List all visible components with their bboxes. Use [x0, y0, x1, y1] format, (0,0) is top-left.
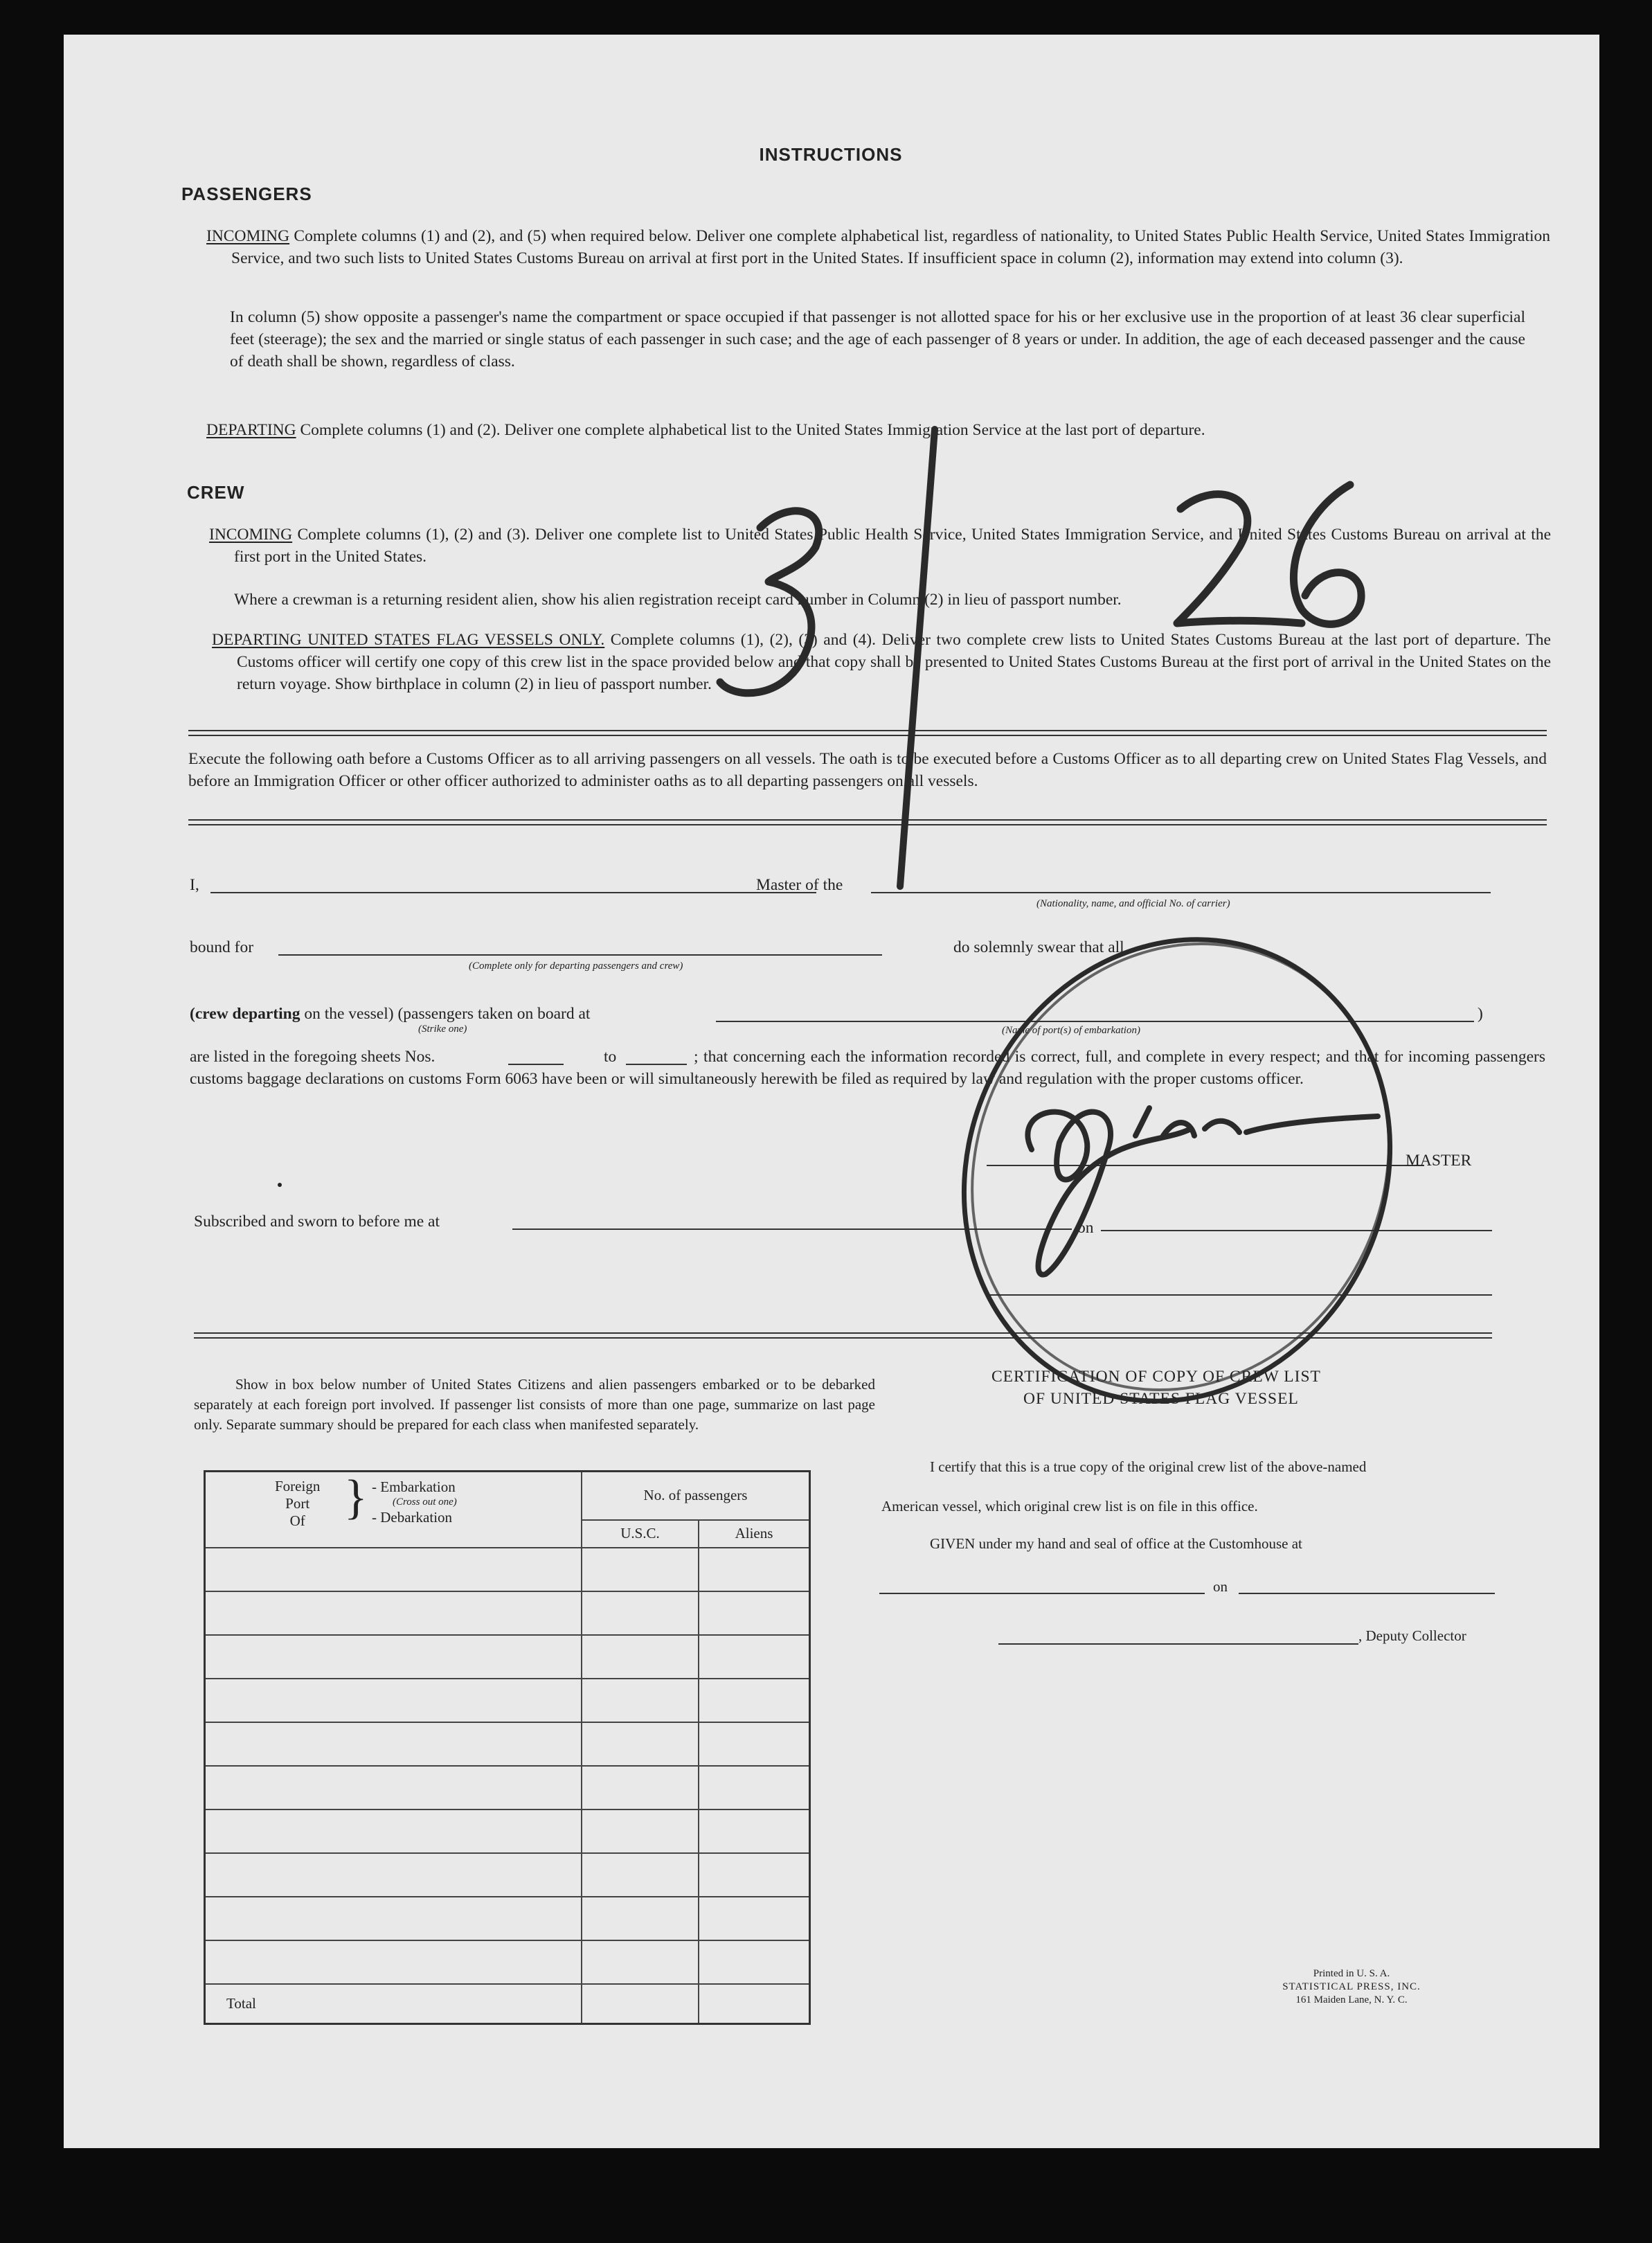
aliens-cell[interactable]	[699, 1722, 810, 1766]
usc-cell[interactable]	[582, 1635, 699, 1679]
table-row	[205, 1853, 810, 1897]
aliens-cell[interactable]	[699, 1809, 810, 1853]
summary-note: Show in box below number of United States Citizens and alien passengers embarked or to be debarked separately at each foreign port involved. If passenger list consists of more than one page, summarize on last page only. Separate summary should be prepared for each class when manifested separately.	[194, 1376, 875, 1433]
swear-text: do solemnly swear that all	[953, 938, 1124, 956]
subscribed-on-label: on	[1077, 1219, 1094, 1237]
passenger-summary-table	[204, 1470, 811, 2025]
passengers-heading: PASSENGERS	[181, 184, 312, 204]
port-cell[interactable]	[205, 1853, 582, 1897]
passenger-rows	[205, 1548, 810, 1984]
complete-only-hint: (Complete only for departing passengers and crew)	[469, 960, 683, 972]
crew-flag-label: DEPARTING UNITED STATES FLAG VESSELS ONLY.	[212, 631, 605, 649]
divider-bottom	[194, 1332, 1492, 1334]
aliens-cell[interactable]	[699, 1548, 810, 1591]
embarkation-port-field[interactable]	[716, 1021, 1474, 1022]
port-cell[interactable]	[205, 1809, 582, 1853]
aliens-cell[interactable]	[699, 1635, 810, 1679]
aliens-cell[interactable]	[699, 1940, 810, 1984]
certification-date-field[interactable]	[1239, 1593, 1495, 1594]
table-row	[205, 1809, 810, 1853]
given-text: GIVEN under my hand and seal of office at the Customhouse at	[930, 1535, 1302, 1552]
passengers-incoming-label: INCOMING	[206, 227, 290, 245]
bound-for-label: bound for	[190, 938, 254, 956]
port-cell[interactable]	[205, 1722, 582, 1766]
table-row	[205, 1940, 810, 1984]
aliens-cell[interactable]	[699, 1766, 810, 1809]
aliens-cell[interactable]	[699, 1853, 810, 1897]
oath-instructions: Execute the following oath before a Customs Officer as to all arriving passengers on all vessels. The oath is to be executed before a Customs Officer as to all departing crew on United States Flag Vessels, and before an Immigration Officer or other officer authorized to administer oaths as to all departing passengers on all vessels.	[188, 750, 1547, 790]
port-cell[interactable]	[205, 1897, 582, 1940]
printer-line-2: STATISTICAL PRESS, INC.	[1282, 1981, 1421, 1992]
port-hint: (Name of port(s) of embarkation)	[1002, 1025, 1140, 1036]
total-aliens-cell[interactable]	[699, 1984, 810, 2024]
brace-icon: }	[344, 1471, 368, 1524]
crew-incoming-text: Complete columns (1), (2) and (3). Deliver one complete list to United States Public Health Service, United States Immigration Service, and United States Customs Bureau on arrival at the first port in the United States.	[234, 526, 1551, 566]
port-cell[interactable]	[205, 1679, 582, 1722]
total-label: Total	[205, 1984, 582, 2024]
oath-i-label: I,	[190, 876, 199, 894]
usc-cell[interactable]	[582, 1940, 699, 1984]
on-the-vessel-text: on the vessel)	[304, 1005, 394, 1023]
usc-cell[interactable]	[582, 1679, 699, 1722]
strike-one-hint: (Strike one)	[418, 1024, 467, 1035]
table-row	[205, 1635, 810, 1679]
divider-bottom-2	[194, 1337, 1492, 1339]
port-cell[interactable]	[205, 1766, 582, 1809]
certification-title-2: OF UNITED STATES FLAG VESSEL	[1023, 1390, 1299, 1408]
crew-heading: CREW	[187, 482, 245, 503]
aliens-cell[interactable]	[699, 1679, 810, 1722]
aliens-header: Aliens	[699, 1520, 810, 1548]
crew-departing-line	[190, 1003, 590, 1025]
table-row	[205, 1679, 810, 1722]
aliens-cell[interactable]	[699, 1591, 810, 1635]
carrier-field[interactable]	[871, 892, 1491, 893]
certification-on-label: on	[1213, 1578, 1228, 1595]
usc-cell[interactable]	[582, 1591, 699, 1635]
crew-incoming-label: INCOMING	[209, 526, 293, 544]
crew-resident-paragraph: Where a crewman is a returning resident alien, show his alien registration receipt card number in Column (2) in lieu of passport number.	[234, 591, 1122, 609]
passengers-incoming-text: Complete columns (1) and (2), and (5) when required below. Deliver one complete alphabetical list, regardless of nationality, to United States Public Health Service, United States Immigration Service, and two such lists to United States Customs Bureau on arrival at first port in the United States. If insufficient space in column (2), information may extend into column (3).	[231, 227, 1551, 267]
aliens-cell[interactable]	[699, 1897, 810, 1940]
american-vessel-text: American vessel, which original crew list is on file in this office.	[881, 1498, 1258, 1514]
passengers-departing-paragraph	[206, 419, 1550, 441]
deputy-collector-field[interactable]	[998, 1643, 1358, 1645]
subscribed-date-field[interactable]	[1101, 1230, 1492, 1231]
usc-cell[interactable]	[582, 1809, 699, 1853]
divider-top	[188, 730, 1547, 731]
printer-line-1: Printed in U. S. A.	[1313, 1968, 1390, 1979]
port-cell[interactable]	[205, 1591, 582, 1635]
passengers-departing-text: Complete columns (1) and (2). Deliver one complete alphabetical list to the United States Immigration Service at the last port of departure.	[300, 421, 1205, 439]
master-of-the-label: Master of the	[756, 876, 843, 894]
crew-flag-paragraph	[212, 629, 1551, 695]
table-row	[205, 1897, 810, 1940]
foreign-port-of-label: Foreign Port Of	[275, 1478, 321, 1529]
instructions-title: INSTRUCTIONS	[759, 144, 903, 165]
close-paren: )	[1478, 1005, 1483, 1023]
embarkation-label: - Embarkation (Cross out one) - Debarkation	[372, 1478, 457, 1526]
officer-signature-field[interactable]	[987, 1294, 1492, 1296]
no-of-passengers-header: No. of passengers	[582, 1472, 810, 1520]
crew-departing-text: (crew departing	[190, 1005, 300, 1023]
subscribed-place-field[interactable]	[512, 1228, 1072, 1230]
deputy-collector-label: , Deputy Collector	[1358, 1627, 1466, 1644]
subscribed-label: Subscribed and sworn to before me at	[194, 1213, 440, 1231]
usc-cell[interactable]	[582, 1766, 699, 1809]
table-row	[205, 1591, 810, 1635]
nationality-hint: (Nationality, name, and official No. of carrier)	[1036, 898, 1230, 909]
total-row	[205, 1984, 810, 2024]
table-row	[205, 1548, 810, 1591]
printer-line-3: 161 Maiden Lane, N. Y. C.	[1295, 1994, 1408, 2005]
usc-cell[interactable]	[582, 1897, 699, 1940]
usc-header: U.S.C.	[582, 1520, 699, 1548]
dot-mark	[278, 1183, 282, 1187]
certify-text: I certify that this is a true copy of the original crew list of the above-named	[930, 1458, 1367, 1475]
divider-top-2	[188, 735, 1547, 736]
port-header-cell	[205, 1472, 582, 1548]
usc-cell[interactable]	[582, 1548, 699, 1591]
passengers-incoming-paragraph	[206, 225, 1550, 269]
table-row	[205, 1722, 810, 1766]
divider-oath	[188, 819, 1547, 821]
total-usc-cell[interactable]	[582, 1984, 699, 2024]
to-label: to	[604, 1048, 617, 1066]
printer-imprint	[1268, 1967, 1435, 2007]
bound-for-field[interactable]	[278, 954, 882, 956]
port-cell[interactable]	[205, 1635, 582, 1679]
statement-text: ; that concerning each the information recorded is correct, full, and complete in every respect; and that for incoming passengers customs baggage declarations on customs Form 6063 have been or will simultaneously herewith be filed as required by law and regulation with the proper customs officer.	[190, 1048, 1545, 1088]
passengers-column5-paragraph: In column (5) show opposite a passenger's name the compartment or space occupied if that passenger is not allotted space for his or her exclusive use in the proportion of at least 36 clear superficial feet (steerage); the sex and the married or single status of each passenger in such case; and the age of each passenger of 8 years or under. In addition, the age of each deceased passenger and the cause of death shall be shown, regardless of class.	[230, 308, 1525, 370]
master-name-field[interactable]	[210, 892, 816, 893]
usc-cell[interactable]	[582, 1722, 699, 1766]
usc-cell[interactable]	[582, 1853, 699, 1897]
port-cell[interactable]	[205, 1548, 582, 1591]
crew-flag-text: Complete columns (1), (2), (3) and (4). Deliver two complete crew lists to United States Customs Bureau at the last port of departure. The Customs officer will certify one copy of this crew list in the space provided below and that copy shall be presented to United States Customs Bureau at the first port of arrival in the United States on the return voyage. Show birthplace in column (2) in lieu of passport number.	[237, 631, 1551, 693]
passengers-taken-text: (passengers taken on board at	[397, 1005, 591, 1023]
crew-incoming-paragraph	[209, 524, 1551, 568]
port-cell[interactable]	[205, 1940, 582, 1984]
listed-in-label: are listed in the foregoing sheets Nos.	[190, 1048, 436, 1066]
customhouse-field[interactable]	[879, 1593, 1205, 1594]
divider-oath-2	[188, 824, 1547, 825]
certification-title-1: CERTIFICATION OF COPY OF CREW LIST	[991, 1368, 1321, 1386]
passengers-departing-label: DEPARTING	[206, 421, 296, 439]
master-label: MASTER	[1406, 1152, 1472, 1170]
table-row	[205, 1766, 810, 1809]
master-signature-field[interactable]	[987, 1165, 1424, 1166]
